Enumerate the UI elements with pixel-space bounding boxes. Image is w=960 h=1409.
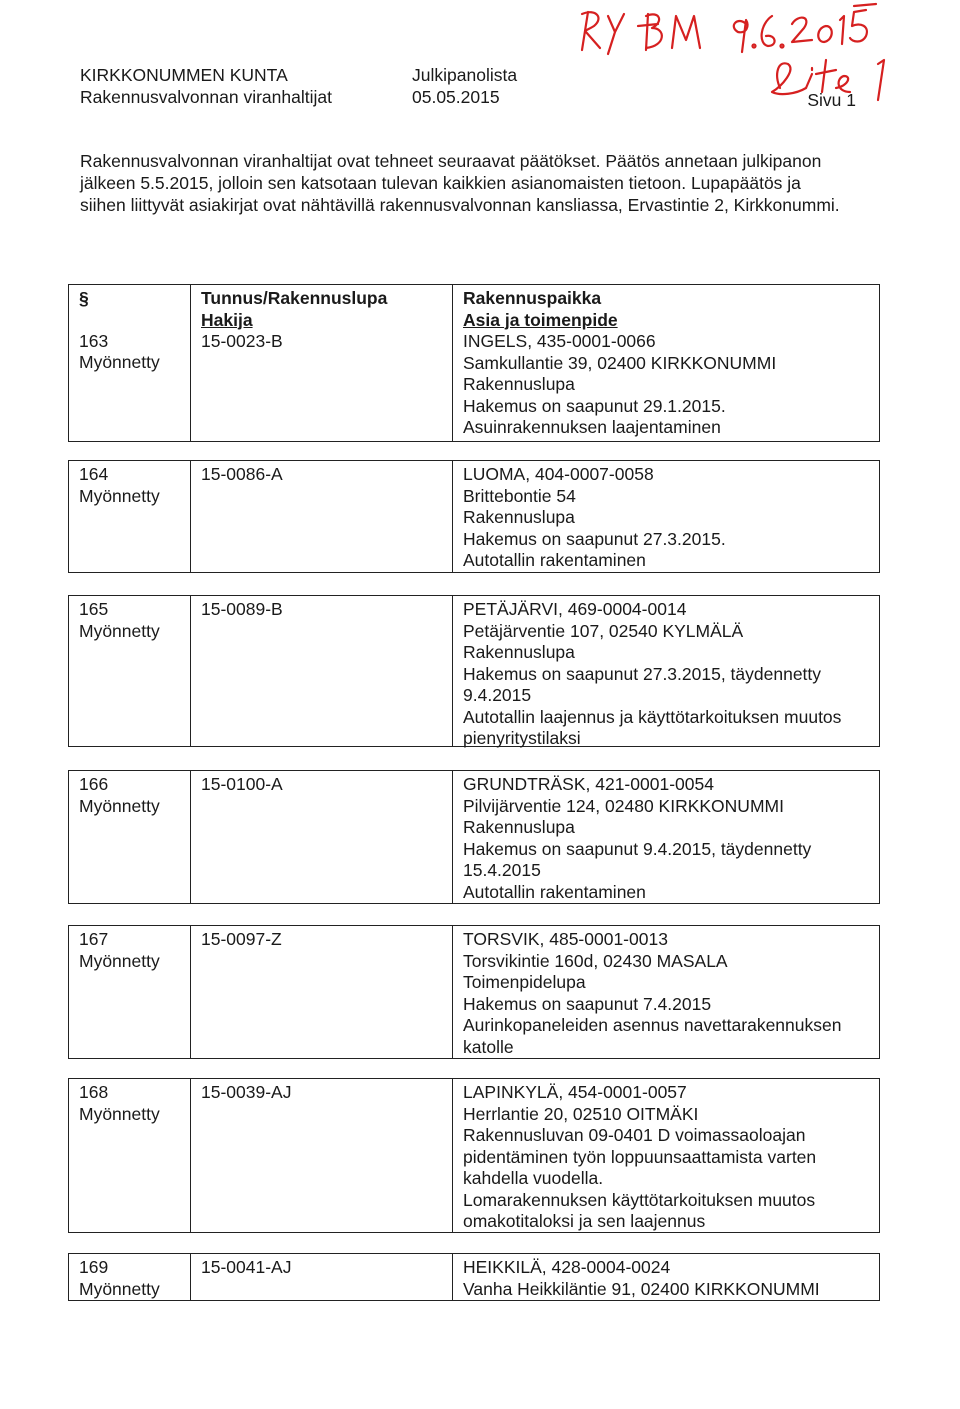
- record-line: omakotitaloksi ja sen laajennus: [463, 1211, 706, 1231]
- dept-name: Rakennusvalvonnan viranhaltijat: [80, 87, 332, 107]
- record-status: Myönnetty: [79, 620, 160, 641]
- record-status: Myönnetty: [79, 352, 160, 372]
- table-row: [68, 1078, 880, 1233]
- record-line: Hakemus on saapunut 7.4.2015: [463, 993, 712, 1014]
- record-line: INGELS, 435-0001-0066: [463, 331, 656, 351]
- record-line: Vanha Heikkiläntie 91, 02400 KIRKKONUMMI: [463, 1278, 820, 1299]
- record-number: 164: [79, 464, 109, 484]
- intro-paragraph: [80, 150, 880, 216]
- header-middle: [412, 64, 517, 108]
- record-line: Asuinrakennuksen laajentaminen: [463, 417, 721, 437]
- record-line: Herrlantie 20, 02510 OITMÄKI: [463, 1103, 699, 1124]
- intro-line: siihen liittyvät asiakirjat ovat nähtävillä rakennusvalvonnan kansliassa, Ervastintie 2, Kirkkonummi.: [80, 195, 840, 215]
- record-number: 168: [79, 1082, 109, 1102]
- record-line: GRUNDTRÄSK, 421-0001-0054: [463, 774, 714, 794]
- record-id: 15-0023-B: [201, 331, 283, 351]
- record-line: TORSVIK, 485-0001-0013: [463, 929, 668, 949]
- handwritten-annotation: [560, 2, 920, 112]
- record-id: 15-0097-Z: [201, 929, 282, 949]
- record-line: Aurinkopaneleiden asennus navettarakennuksen: [463, 1015, 842, 1035]
- record-line: Rakennusluvan 09-0401 D voimassaoloajan: [463, 1125, 806, 1145]
- record-id: 15-0089-B: [201, 599, 283, 619]
- record-number: 163: [79, 330, 109, 351]
- record-line: Hakemus on saapunut 29.1.2015.: [463, 395, 726, 416]
- record-line: Hakemus on saapunut 9.4.2015, täydennetty: [463, 838, 812, 859]
- record-line: Petäjärventie 107, 02540 KYLMÄLÄ: [463, 620, 744, 641]
- record-status: Myönnetty: [79, 795, 160, 816]
- table-row: [68, 460, 880, 573]
- table-row: [68, 595, 880, 747]
- record-line: HEIKKILÄ, 428-0004-0024: [463, 1257, 671, 1277]
- record-status: Myönnetty: [79, 1103, 160, 1124]
- record-line: Toimenpidelupa: [463, 972, 586, 992]
- record-line: LUOMA, 404-0007-0058: [463, 464, 654, 484]
- record-line: katolle: [463, 1036, 514, 1057]
- record-status: Myönnetty: [79, 1278, 160, 1299]
- doc-type: Julkipanolista: [412, 65, 518, 85]
- column-header-asia: Asia ja toimenpide: [463, 309, 618, 330]
- doc-date: 05.05.2015: [412, 87, 500, 107]
- record-id: 15-0100-A: [201, 774, 283, 794]
- record-line: Rakennuslupa: [463, 507, 575, 527]
- record-line: Hakemus on saapunut 27.3.2015, täydennetty: [463, 663, 822, 684]
- record-line: 9.4.2015: [463, 685, 532, 705]
- record-line: Autotallin laajennus ja käyttötarkoituksen muutos: [463, 706, 842, 727]
- record-line: 15.4.2015: [463, 860, 541, 880]
- column-header-rakennuspaikka: Rakennuspaikka: [463, 288, 602, 308]
- record-line: Brittebontie 54: [463, 485, 576, 506]
- table-row: [68, 770, 880, 904]
- header-left: [80, 64, 332, 108]
- record-number: 169: [79, 1257, 109, 1277]
- table-row: [68, 1253, 880, 1301]
- record-line: pidentäminen työn loppuunsaattamista varten: [463, 1146, 817, 1167]
- record-line: Torsvikintie 160d, 02430 MASALA: [463, 950, 728, 971]
- table-row: [68, 284, 880, 442]
- record-line: Autotallin rakentaminen: [463, 881, 646, 902]
- record-line: pienyritystilaksi: [463, 728, 581, 748]
- record-line: Rakennuslupa: [463, 817, 575, 837]
- record-line: Autotallin rakentaminen: [463, 550, 646, 570]
- record-line: Rakennuslupa: [463, 374, 575, 394]
- record-line: Pilvijärventie 124, 02480 KIRKKONUMMI: [463, 795, 784, 816]
- record-id: 15-0041-AJ: [201, 1257, 292, 1277]
- record-line: kahdella vuodella.: [463, 1168, 604, 1188]
- org-name: KIRKKONUMMEN KUNTA: [80, 65, 288, 85]
- record-line: PETÄJÄRVI, 469-0004-0014: [463, 599, 687, 619]
- record-line: Rakennuslupa: [463, 642, 575, 662]
- record-line: LAPINKYLÄ, 454-0001-0057: [463, 1082, 687, 1102]
- column-header-hakija: Hakija: [201, 309, 253, 330]
- record-status: Myönnetty: [79, 485, 160, 506]
- record-line: Lomarakennuksen käyttötarkoituksen muutos: [463, 1189, 816, 1210]
- page-number: Sivu 1: [807, 90, 856, 110]
- record-status: Myönnetty: [79, 950, 160, 971]
- record-id: 15-0086-A: [201, 464, 283, 484]
- record-number: 167: [79, 929, 109, 949]
- record-number: 165: [79, 599, 109, 619]
- intro-line: Rakennusvalvonnan viranhaltijat ovat tehneet seuraavat päätökset. Päätös annetaan julkipanon: [80, 151, 822, 171]
- record-line: Hakemus on saapunut 27.3.2015.: [463, 528, 726, 549]
- record-number: 166: [79, 774, 109, 794]
- section-sign: §: [79, 288, 89, 308]
- intro-line: jälkeen 5.5.2015, jolloin sen katsotaan tulevan kaikkien asianomaisten tietoon. Lupapäätös ja: [80, 173, 801, 193]
- record-line: Samkullantie 39, 02400 KIRKKONUMMI: [463, 352, 777, 373]
- record-id: 15-0039-AJ: [201, 1082, 292, 1102]
- column-header-tunnus: Tunnus/Rakennuslupa: [201, 288, 388, 308]
- table-row: [68, 925, 880, 1059]
